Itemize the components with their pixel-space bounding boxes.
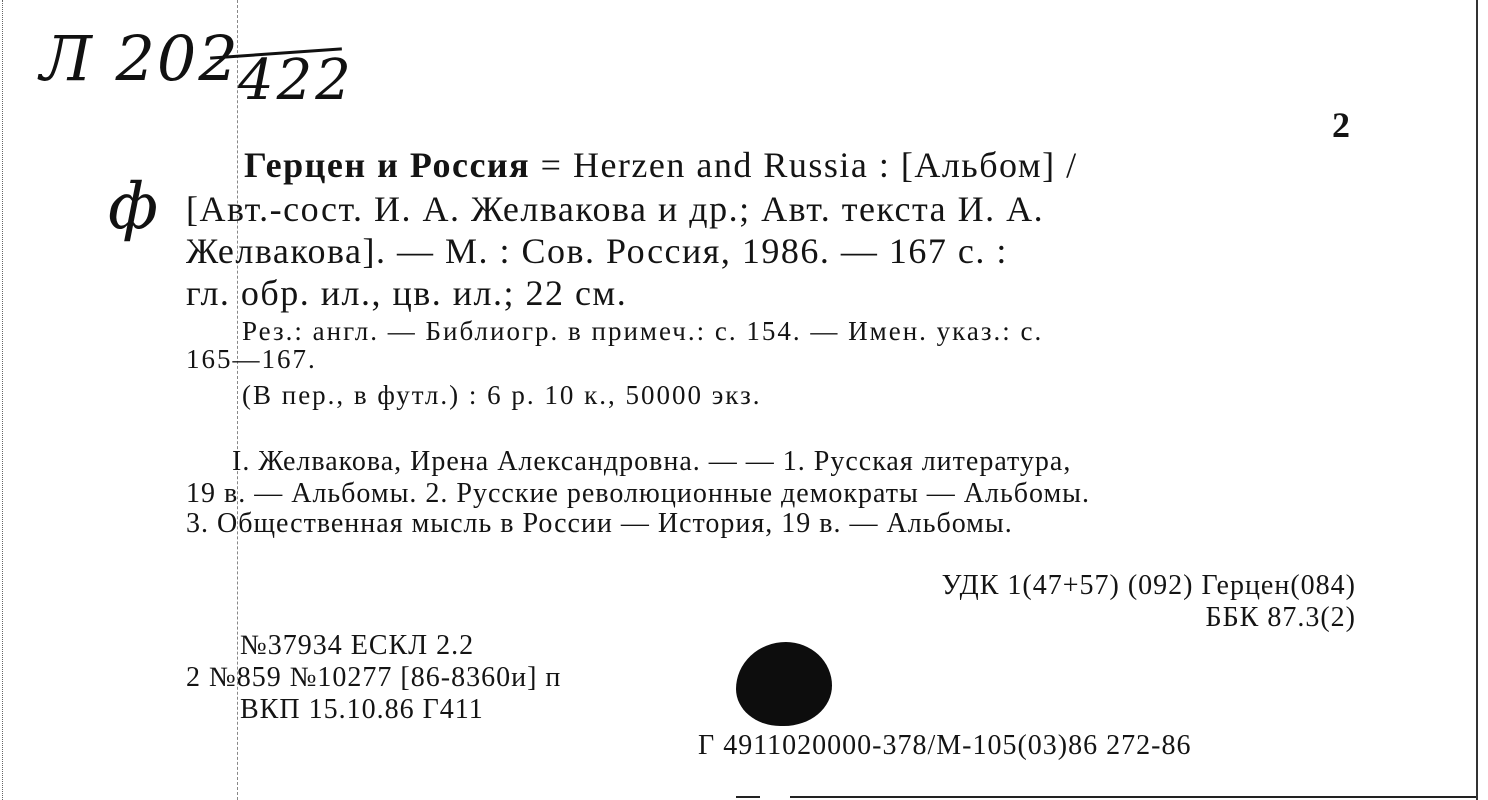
tracing-line: 19 в. — Альбомы. 2. Русские революционные демократы — Альбомы. [186, 478, 1090, 509]
card-number: 2 [1332, 105, 1350, 145]
bottom-edge-line [790, 796, 1476, 798]
tracing-line: 3. Общественная мысль в России — История, 19 в. — Альбомы. [186, 508, 1013, 539]
bbk-code: ББК 87.3(2) [1205, 602, 1356, 633]
handwritten-shelfmark: Л 202 [40, 22, 240, 95]
title-heading: Герцен и Россия [244, 145, 531, 185]
price-line: (В пер., в футл.) : 6 р. 10 к., 50000 экз. [242, 380, 762, 410]
notes-line-continued: 165—167. [186, 344, 317, 374]
handwritten-shelfmark-sub: 422 [238, 48, 354, 113]
physical-description-line: гл. обр. ил., цв. ил.; 22 см. [186, 273, 628, 313]
tracing-line: I. Желвакова, Ирена Александровна. — — 1. Русская литература, [232, 446, 1072, 477]
notes-line: Рез.: англ. — Библиогр. в примеч.: с. 154. — Имен. указ.: с. [242, 316, 1044, 346]
ink-blot [736, 642, 832, 726]
responsibility-line: [Авт.-сост. И. А. Желвакова и др.; Авт. текста И. А. [186, 189, 1045, 229]
publication-line: Желвакова]. — М. : Сов. Россия, 1986. — 167 с. : [186, 231, 1008, 271]
title-parallel: = Herzen and Russia : [Альбом] / [530, 145, 1078, 185]
footer-code: Г 4911020000-378/М-105(03)86 272-86 [698, 730, 1192, 761]
imprint-line: №37934 ЕСКЛ 2.2 [240, 630, 475, 661]
imprint-line: ВКП 15.10.86 Г411 [240, 694, 484, 725]
udk-code: УДК 1(47+57) (092) Герцен(084) [941, 570, 1356, 601]
imprint-line: 2 №859 №10277 [86-8360и] п [186, 662, 562, 693]
title-line [244, 144, 1078, 186]
left-edge-line [2, 0, 3, 800]
bottom-edge-mark [736, 796, 760, 798]
handwritten-margin-mark: ф [108, 170, 159, 244]
right-edge-line [1476, 0, 1478, 800]
